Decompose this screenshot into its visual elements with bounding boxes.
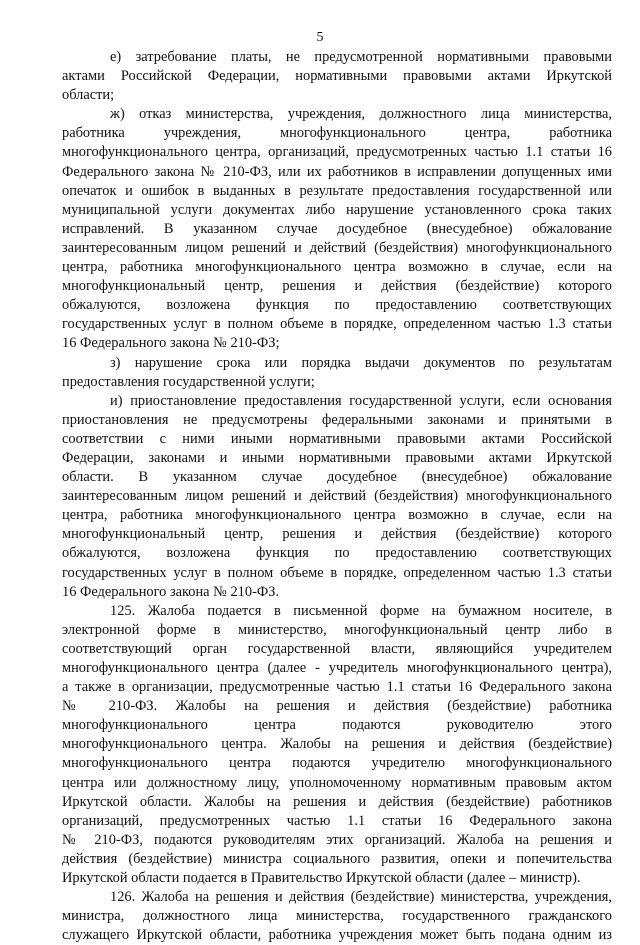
text-line: Иркутской области. Жалобы на решения и действия (бездействие) работников (62, 793, 612, 810)
text-line: служащего Иркутской области, работника учреждения может быть подана одним из (62, 927, 612, 944)
text-line: исправлений. В указанном случае досудебное (внесудебное) обжалование (62, 220, 612, 237)
text-line: 125. Жалоба подается в письменной форме на бумажном носителе, в (110, 602, 612, 619)
paragraph-item-zh (62, 105, 612, 353)
paragraph-item-e (62, 48, 612, 105)
text-line: обжалуются, возложена функция по предоставлению соответствующих (62, 297, 612, 314)
text-line: области; (62, 87, 115, 104)
text-line: центра или должностному лицу, уполномоченному нормативным правовым актом (62, 774, 612, 791)
text-line: № 210-ФЗ, подаются руководителям этих организаций. Жалоба на решения и (62, 831, 612, 848)
text-line: № 210-ФЗ. Жалобы на решения и действия (бездействие) работника (62, 698, 612, 715)
text-line: организаций, предусмотренных частью 1.1 статьи 16 Федерального закона (62, 812, 612, 829)
text-line: многофункциональный центр, решения и действия (бездействие) которого (62, 526, 612, 543)
text-line: многофункциональный центр, решения и действия (бездействие) которого (62, 278, 612, 295)
text-line: многофункционального центра (далее - учредитель многофункционального центра), (62, 660, 612, 676)
text-line: 16 Федерального закона № 210-ФЗ. (62, 583, 280, 600)
text-line: муниципальной услуги документах либо нарушение установленного срока таких (62, 201, 612, 218)
text-line: заинтересованным лицом решений и действий (бездействия) многофункционального (62, 239, 612, 256)
text-line: ж) отказ министерства, учреждения, должностного лица министерства, (110, 106, 612, 123)
paragraph-item-126 (62, 888, 612, 945)
text-line: электронной форме в министерство, многофункциональный центр либо в (62, 621, 612, 638)
text-line: з) нарушение срока или порядка выдачи документов по результатам (110, 354, 612, 371)
text-line: действия (бездействие) министра социального развития, опеки и попечительства (62, 850, 612, 867)
text-line: многофункционального центра. Жалобы на решения и действия (бездействие) (62, 736, 612, 753)
text-line: предоставления государственной услуги; (62, 373, 315, 390)
document-body (62, 48, 612, 945)
text-line: 126. Жалоба на решения и действия (бездействие) министерства, учреждения, (110, 889, 612, 906)
text-line: соответствующий орган государственной власти, являющийся учредителем (62, 640, 612, 657)
text-line: Федерального закона № 210-ФЗ, или их работников в исправлении допущенных ими (62, 163, 612, 180)
text-line: государственных услуг в полном объеме в порядке, определенном частью 1.3 статьи (62, 564, 612, 581)
text-line: центра, работника многофункционального центра возможно в случае, если на (62, 259, 612, 276)
text-line: а также в организации, предусмотренные частью 1.1 статьи 16 Федерального закона (62, 679, 612, 696)
text-line: государственных услуг в полном объеме в порядке, определенном частью 1.3 статьи (62, 316, 612, 333)
text-line: и) приостановление предоставления государственной услуги, если основания (110, 392, 612, 409)
text-line: актами Российской Федерации, нормативными правовыми актами Иркутской (62, 68, 612, 85)
text-line: приостановления не предусмотрены федеральными законами и принятыми в (62, 411, 612, 428)
text-line: обжалуются, возложена функция по предоставлению соответствующих (62, 545, 612, 562)
text-line: соответствии с ними иными нормативными правовыми актами Российской (62, 430, 612, 447)
text-line: области. В указанном случае досудебное (внесудебное) обжалование (62, 469, 612, 486)
text-line: е) затребование платы, не предусмотренной нормативными правовыми (110, 49, 612, 65)
text-line: многофункционального центра подаются учредителю многофункционального (62, 755, 612, 772)
paragraph-item-z (62, 354, 612, 392)
text-line: Иркутской области подается в Правительство Иркутской области (далее – министр). (62, 870, 581, 887)
text-line: Федерации, законами и иными нормативными правовыми актами Иркутской (62, 449, 612, 466)
text-line: опечаток и ошибок в выданных в результате предоставления государственной или (62, 182, 612, 199)
text-line: 16 Федерального закона № 210-ФЗ; (62, 335, 280, 352)
paragraph-item-i (62, 392, 612, 602)
text-line: заинтересованным лицом решений и действий (бездействия) многофункционального (62, 488, 612, 505)
paragraph-item-125 (62, 602, 612, 888)
text-line: многофункционального центра, организаций, предусмотренных частью 1.1 статьи 16 (62, 144, 612, 161)
text-line: многофункционального центра подаются руководителю этого (62, 717, 612, 734)
text-line: министра, должностного лица министерства, государственного гражданского (62, 908, 612, 925)
text-line: центра, работника многофункционального центра возможно в случае, если на (62, 507, 612, 524)
page-number: 5 (316, 30, 324, 45)
text-line: работника учреждения, многофункционального центра, работника (62, 125, 612, 142)
